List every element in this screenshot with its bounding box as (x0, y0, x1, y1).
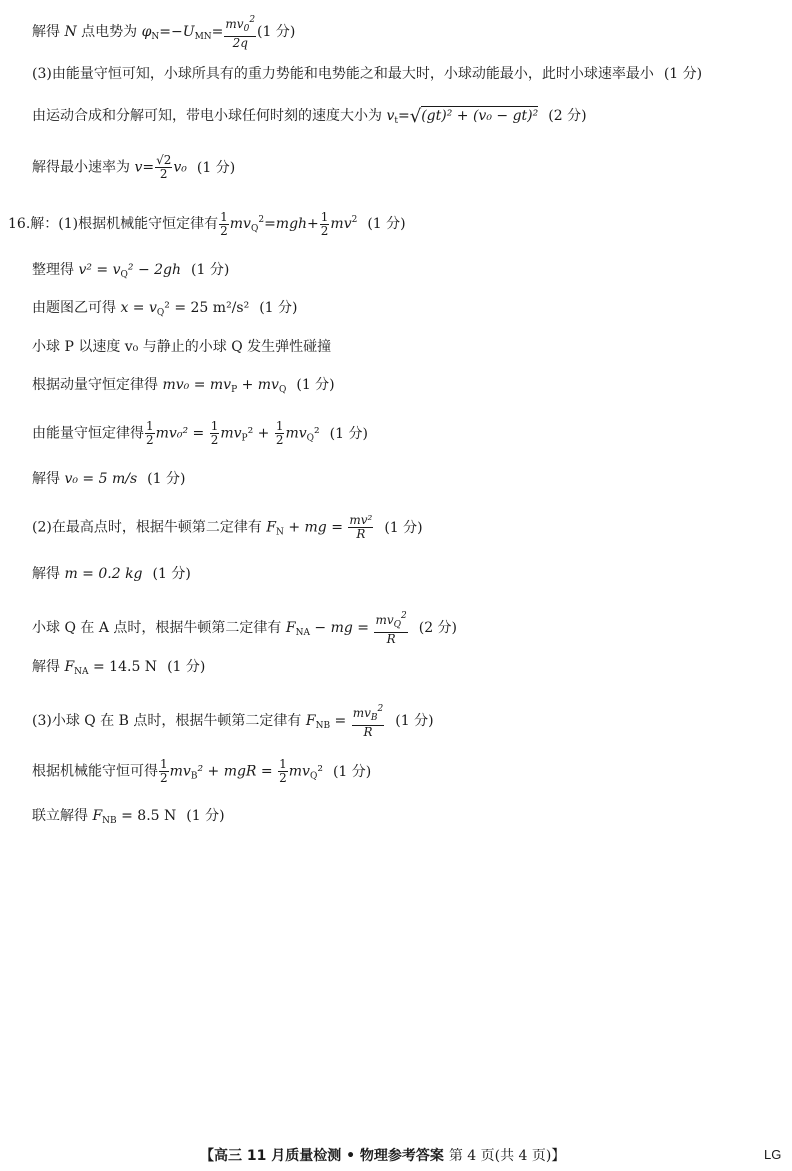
fraction: $\frac{1}{2}$ (279, 757, 287, 785)
score-label: (1 分) (186, 808, 225, 824)
score-label: (1 分) (332, 763, 372, 780)
fraction: $\frac{\text{mv²}}{R}$ (349, 513, 373, 541)
equation-line-graph: 由题图乙可得 $x = v_Q^2 = 25$ m²/s² (1 分) (32, 300, 298, 318)
fraction: $\frac{1}{2}$ (320, 209, 329, 238)
equation-line-rearranged: 整理得 $v^2 = v_Q^2 - 2gh$ (1 分) (32, 262, 230, 280)
footer-title: 【高三 11 月质量检测 • 物理参考答案 (200, 1148, 444, 1164)
score-label: (2 分) (418, 620, 458, 636)
score-label: (1 分) (329, 425, 368, 442)
square-root: √(gt)² + (v₀ − gt)² (409, 106, 539, 127)
fraction: $\frac{mv_B^2}{R}$ (352, 704, 384, 739)
score-label: (1 分) (152, 566, 191, 582)
score-label: (1 分) (384, 519, 423, 536)
equation-line-top-point: (2)在最高点时，根据牛顿第二定律有 $F_N$ + mg = $\frac{\text{mv²}}{R}$ (1 分) (32, 513, 423, 541)
equation-line-fna: 解得 $F_{NA} = 14.5$ N (1 分) (32, 659, 206, 677)
equation-line-energy-conservation: 由能量守恒定律得 $\frac{1}{2}$ mv₀² = $\frac{1}{2}$ $mv_P^2$ + $\frac{1}{2}$ $mv_Q^2$ (1 分) (32, 419, 368, 447)
score-label: (1 分) (147, 471, 186, 487)
fraction: $\frac{1}{2}$ (210, 419, 219, 447)
equation-line-min-speed: 解得最小速率为 v= $\frac{√2}{2}$ v₀ (1 分) (32, 153, 236, 181)
fraction: $\frac{1}{2}$ (160, 757, 168, 785)
score-label: (1 分) (367, 216, 406, 232)
score-label: (1 分) (257, 24, 296, 40)
fraction: $\frac{1}{2}$ (275, 419, 284, 447)
score-label: (1 分) (395, 713, 434, 729)
score-label: (1 分) (259, 300, 298, 316)
score-label: (1 分) (167, 659, 206, 675)
question-number: 16. (8, 216, 31, 232)
equation-line-point-a: 小球 Q 在 A 点时，根据牛顿第二定律有 $F_{NA}$ − mg = $\frac{mv_Q^2}{R}$ (2 分) (32, 611, 458, 646)
equation-line-potential: 解得 N 点电势为 $\varphi_N=-U_{MN}=$ $\frac{mv_0^2}{2q}$ (1 分) (32, 15, 296, 50)
text-line-collision: 小球 P 以速度 v₀ 与静止的小球 Q 发生弹性碰撞 (32, 339, 332, 355)
equation-line-point-b: (3)小球 Q 在 B 点时，根据牛顿第二定律有 $F_{NB}$ = $\frac{mv_B^2}{R}$ (1 分) (32, 704, 434, 739)
score-label: (2 分) (548, 108, 587, 124)
equation-line-mass: 解得 m = 0.2 kg (1 分) (32, 566, 191, 582)
score-label: (1 分) (191, 262, 230, 278)
score-label: (1 分) (296, 377, 335, 393)
equation-line-velocity: 由运动合成和分解可知，带电小球任何时刻的速度大小为 $v_t=√(gt)^2 + (v_0 - gt)^2$ (2 分) (32, 106, 587, 127)
fraction: $\frac{1}{2}$ (220, 209, 228, 238)
equation-line-momentum: 根据动量守恒定律得 $mv_0 = mv_P + mv_Q$ (1 分) (32, 377, 335, 395)
fraction: $\frac{√2}{2}$ (156, 153, 172, 181)
fraction: $\frac{mv_Q^2}{R}$ (375, 611, 407, 646)
page-footer (200, 1145, 565, 1165)
fraction: $\frac{1}{2}$ (146, 419, 154, 447)
equation-line-fnb: 联立解得 $F_{NB} = 8.5$ N (1 分) (32, 808, 225, 826)
equation-line-mech-energy: 根据机械能守恒可得 $\frac{1}{2}$ $mv_B^2$ + mgR = $\frac{1}{2}$ $mv_Q^2$ (1 分) (32, 757, 372, 785)
question-16-start: 16.解：(1)根据机械能守恒定律有 $\frac{1}{2}$ $mv_Q^2=mgh+$ $\frac{1}{2}$ $mv^2$ (1 分) (8, 209, 406, 238)
score-label: (1 分) (196, 159, 236, 176)
page-number: 第 4 页(共 4 页)】 (448, 1148, 566, 1164)
score-label: (1 分) (663, 66, 703, 82)
equation-line-v0: 解得 v₀ = 5 m/s (1 分) (32, 471, 186, 487)
fraction: $\frac{mv_0^2}{2q}$ (225, 15, 256, 50)
corner-mark: LG (764, 1147, 782, 1162)
text-line-energy: (3)由能量守恒可知，小球所具有的重力势能和电势能之和最大时，小球动能最小，此时小球速率最小 (1 分) (32, 66, 703, 82)
